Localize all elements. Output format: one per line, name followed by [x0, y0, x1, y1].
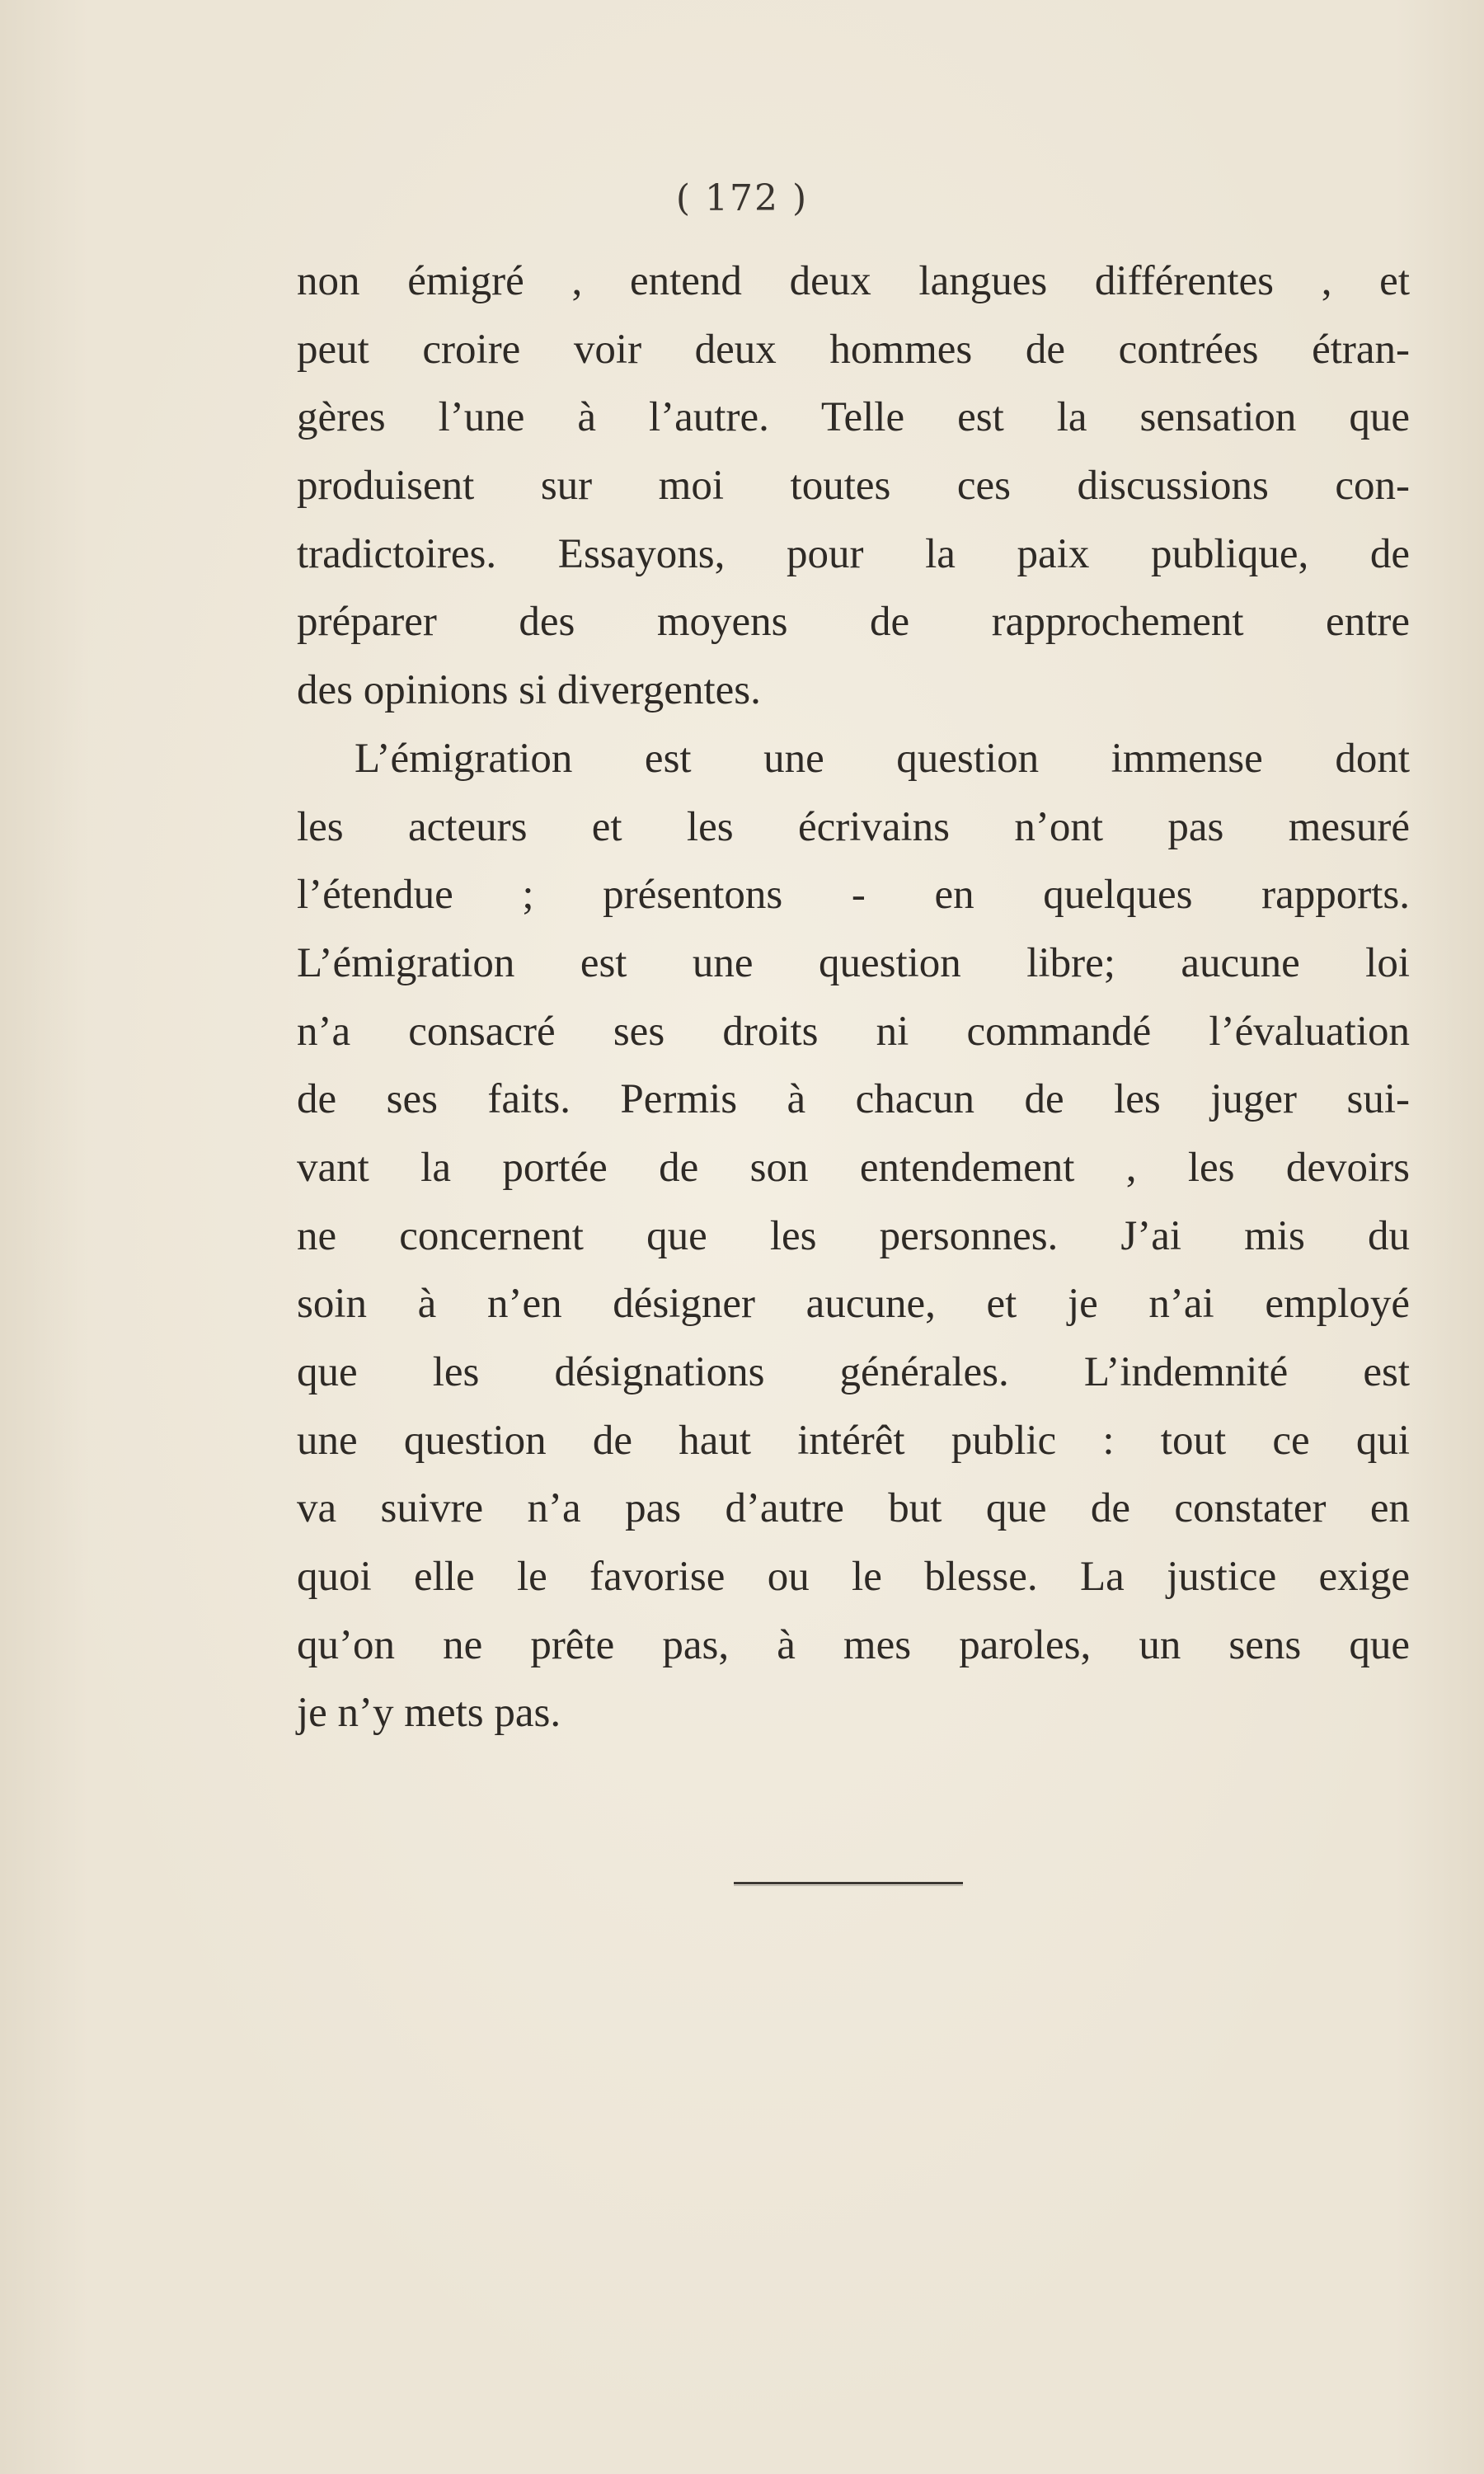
text-line: des opinions si divergentes.	[297, 667, 761, 714]
text-line: soin à n’en désigner aucune, et je n’ai employé	[297, 1281, 1410, 1328]
text-line: l’étendue ; présentons - en quelques rapports.	[297, 872, 1410, 919]
text-line: produisent sur moi toutes ces discussions con-	[297, 463, 1410, 510]
page-number: ( 172 )	[675, 177, 809, 219]
body-text	[297, 247, 1410, 1747]
text-line: que les désignations générales. L’indemnité est	[297, 1349, 1410, 1395]
text-line: tradictoires. Essayons, pour la paix publique, de	[297, 530, 1410, 577]
text-line: une question de haut intérêt public : tout ce qui	[297, 1417, 1410, 1464]
paragraph-first-line: L’émigration est une question immense dont	[355, 735, 1410, 782]
text-line: de ses faits. Permis à chacun de les juger sui-	[297, 1076, 1410, 1123]
text-line: qu’on ne prête pas, à mes paroles, un sens que	[297, 1621, 1410, 1668]
text-line: je n’y mets pas.	[297, 1690, 561, 1737]
text-line: ne concernent que les personnes. J’ai mis du	[297, 1212, 1410, 1259]
text-line: va suivre n’a pas d’autre but que de constater en	[297, 1485, 1410, 1532]
text-line: n’a consacré ses droits ni commandé l’évaluation	[297, 1008, 1410, 1055]
text-line: non émigré , entend deux langues différentes , et	[297, 258, 1410, 304]
text-line: vant la portée de son entendement , les devoirs	[297, 1144, 1410, 1191]
text-line: les acteurs et les écrivains n’ont pas mesuré	[297, 803, 1410, 850]
text-line: peut croire voir deux hommes de contrées étran-	[297, 326, 1410, 373]
text-line: quoi elle le favorise ou le blesse. La justice exige	[297, 1554, 1410, 1601]
section-divider-rule	[734, 1882, 963, 1884]
text-line: gères l’une à l’autre. Telle est la sensation que	[297, 394, 1410, 441]
text-line: L’émigration est une question libre; aucune loi	[297, 939, 1410, 986]
text-line: préparer des moyens de rapprochement entre	[297, 599, 1410, 646]
